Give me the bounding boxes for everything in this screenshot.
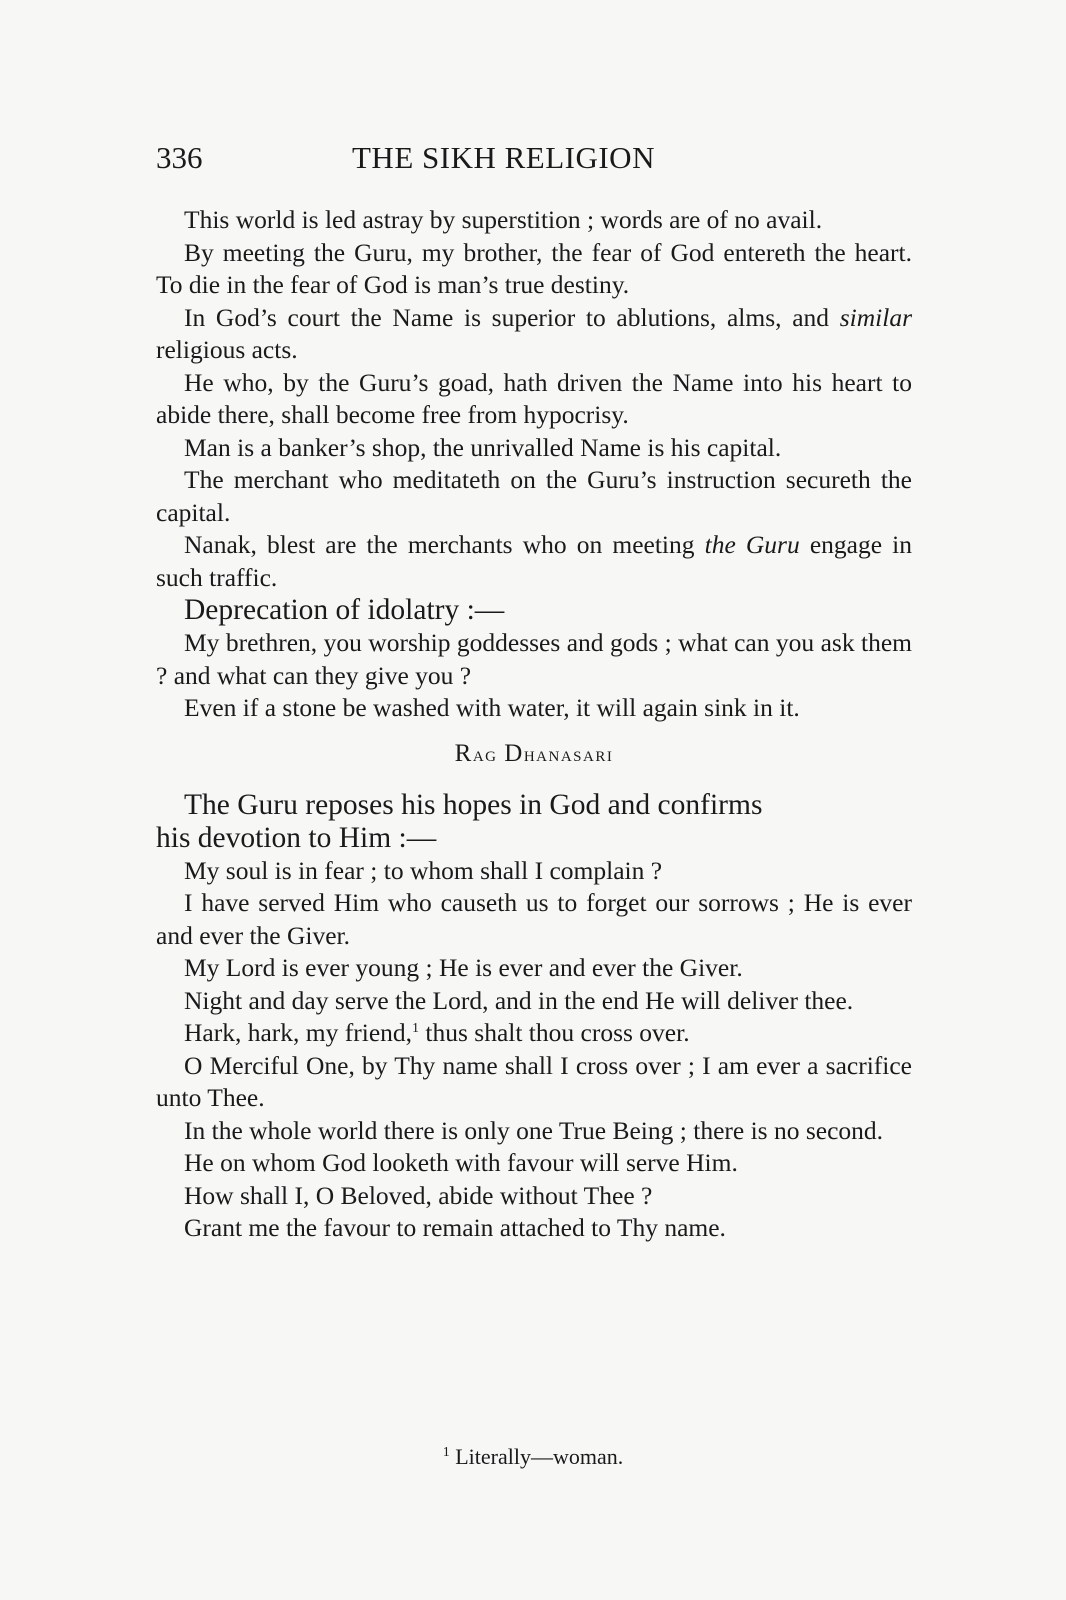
verse-line: Hark, hark, my friend,$^1$ thus shalt thou cross over. bbox=[184, 1018, 690, 1047]
verse-text: In God’s court the Name is superior to ablutions, alms, bbox=[184, 302, 782, 332]
verse-text: engage in such traffic. bbox=[156, 530, 913, 592]
verse-line bbox=[156, 302, 912, 367]
verse-text: and bbox=[792, 302, 830, 332]
footnote-marker: 1 bbox=[442, 1445, 450, 1460]
verse-line: By meeting the Guru, my brother, the fear of God entereth the heart. To die in the fear of God is man’s true destiny. bbox=[156, 237, 912, 299]
italic-word: similar bbox=[839, 302, 913, 332]
section-heading: The Guru reposes his hopes in God and confirms his devotion to Him :— bbox=[156, 788, 763, 854]
verse-line: In the whole world there is only one True Being ; there is no second. bbox=[184, 1115, 884, 1145]
page-number: 336 bbox=[156, 140, 203, 175]
verse-line: He who, by the Guru’s goad, hath driven the Name into his heart to abide there, shall become free from hypocrisy. bbox=[156, 367, 912, 429]
verse-line: How shall I, O Beloved, abide without Thee ? bbox=[184, 1180, 653, 1210]
section-heading: Deprecation of idolatry :— bbox=[184, 594, 505, 626]
footnote-text: Literally—woman. bbox=[455, 1444, 624, 1469]
verse-line: This world is led astray by superstition ; words are of no avail. bbox=[184, 205, 823, 234]
verse-text: religious acts. bbox=[156, 335, 298, 364]
verse-line bbox=[156, 529, 912, 594]
verse-line: Night and day serve the Lord, and in the end He will deliver thee. bbox=[184, 985, 854, 1015]
verse-line: Even if a stone be washed with water, it will again sink in it. bbox=[184, 693, 800, 722]
running-head bbox=[156, 140, 908, 180]
verse-line: He on whom God looketh with favour will serve Him. bbox=[184, 1148, 738, 1177]
verse-text: Nanak, blest are the merchants who on meeting bbox=[184, 530, 695, 559]
verse-line: My brethren, you worship goddesses and gods ; what can you ask them ? and what can they give you ? bbox=[156, 628, 912, 690]
verse-line: The merchant who meditateth on the Guru’s instruction secureth the capital. bbox=[156, 465, 912, 527]
verse-line: Grant me the favour to remain attached to Thy name. bbox=[184, 1213, 726, 1242]
running-title: THE SIKH RELIGION bbox=[352, 140, 655, 175]
verse-line: I have served Him who causeth us to forget our sorrows ; He is ever and ever the Giver. bbox=[156, 888, 912, 950]
verse-line: My soul is in fear ; to whom shall I complain ? bbox=[184, 855, 663, 885]
verse-line: O Merciful One, by Thy name shall I cross over ; I am ever a sacrifice unto Thee. bbox=[156, 1050, 912, 1112]
page-body bbox=[156, 204, 912, 1245]
rag-title: Rag Dhanasari bbox=[454, 739, 614, 767]
footnote bbox=[0, 1444, 1066, 1470]
verse-line: Man is a banker’s shop, the unrivalled Name is his capital. bbox=[184, 432, 782, 462]
verse-line: My Lord is ever young ; He is ever and ever the Giver. bbox=[184, 953, 743, 982]
footnote-marker: 1 bbox=[412, 1021, 420, 1036]
italic-phrase: the Guru bbox=[704, 530, 800, 559]
